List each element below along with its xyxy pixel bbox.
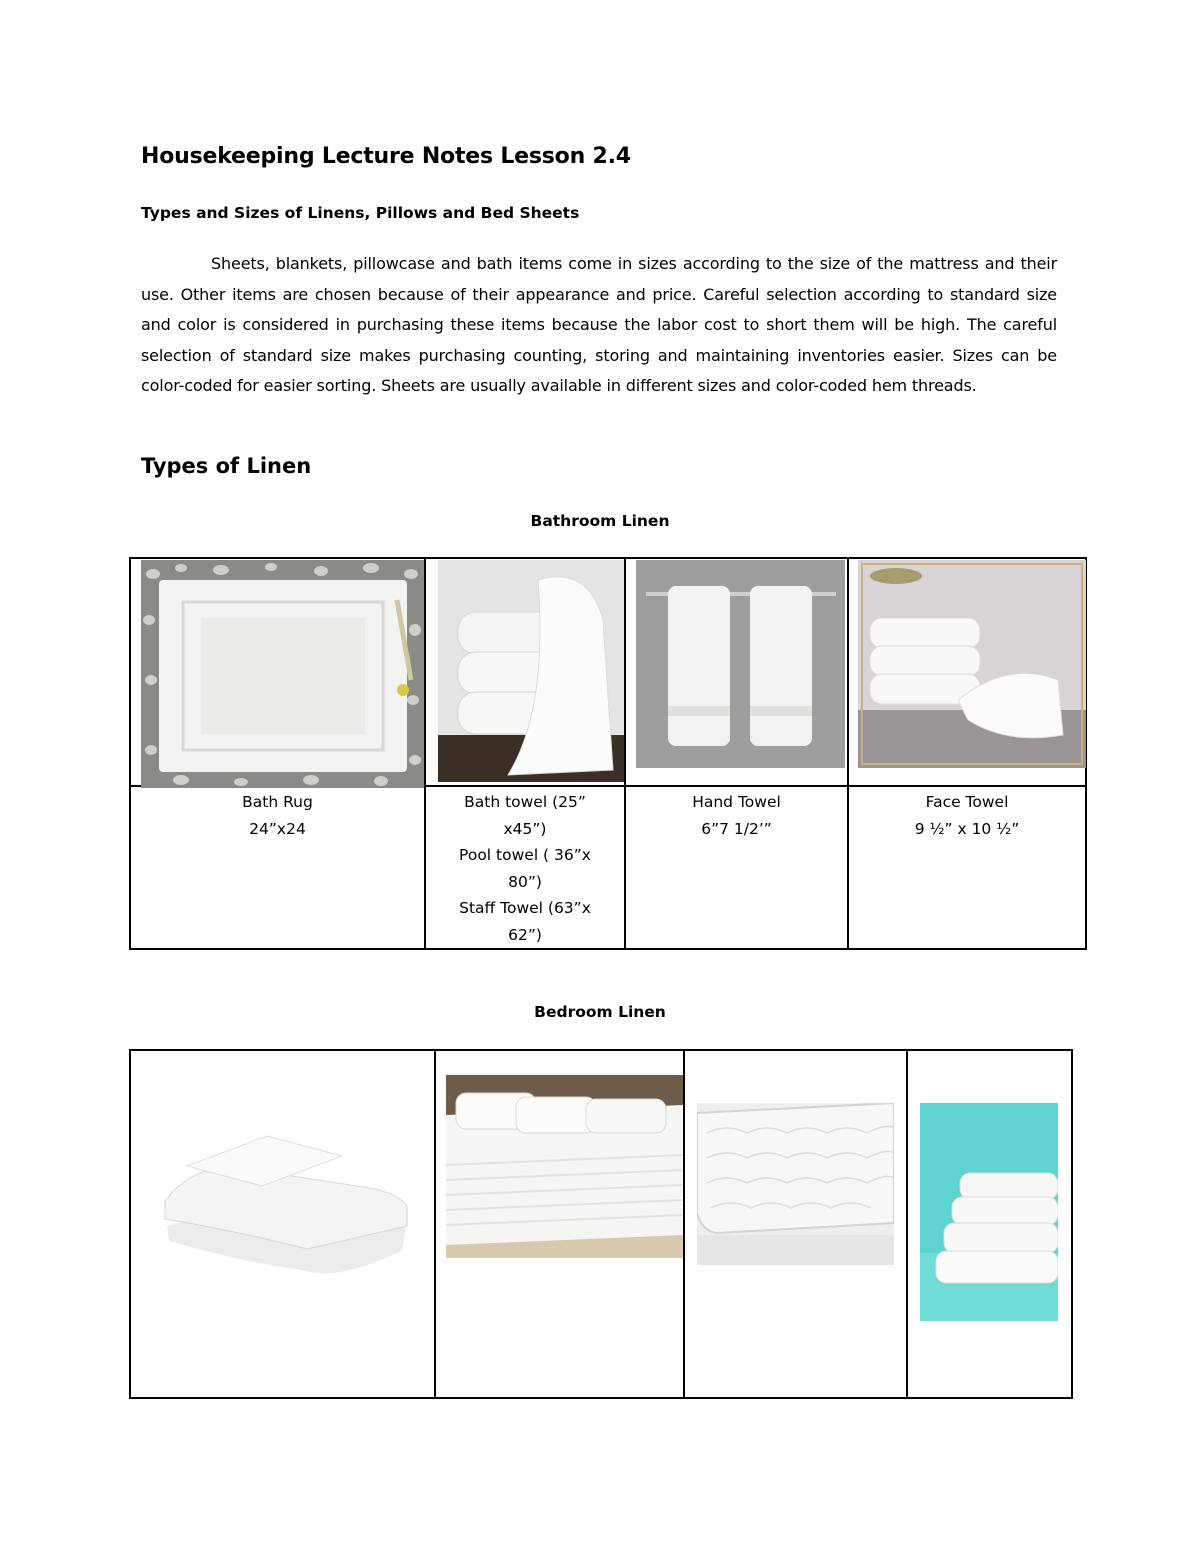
bathroom-image-row xyxy=(130,558,1086,786)
hand-towel-label: Hand Towel xyxy=(692,793,781,811)
folded-sheets-photo xyxy=(920,1103,1058,1321)
bed-linen-cell xyxy=(435,1050,684,1398)
face-towel-info xyxy=(848,786,1086,949)
bath-rug-photo xyxy=(141,560,424,788)
duvet-cell xyxy=(130,1050,435,1398)
hand-towel-info xyxy=(625,786,848,949)
bedroom-linen-table xyxy=(129,1049,1073,1399)
bath-towel-line: Staff Towel (63”x xyxy=(459,899,591,917)
bath-rug-label: Bath Rug xyxy=(242,793,313,811)
bath-towel-line: Pool towel ( 36”x xyxy=(459,846,591,864)
face-towel-cell xyxy=(848,558,1086,786)
hand-towel-photo xyxy=(636,560,845,768)
bathroom-linen-caption: Bathroom Linen xyxy=(530,512,670,530)
section-heading: Types of Linen xyxy=(141,454,312,478)
bath-rug-size: 24”x24 xyxy=(249,819,306,838)
face-towel-label: Face Towel xyxy=(925,793,1009,811)
bath-towel-line: Bath towel (25” xyxy=(464,793,586,811)
bathroom-linen-table xyxy=(129,557,1087,950)
bath-rug-cell xyxy=(130,558,425,786)
bedroom-linen-caption: Bedroom Linen xyxy=(534,1003,666,1021)
face-towel-size: 9 ½” x 10 ½” xyxy=(914,819,1020,838)
mattress-pad-photo xyxy=(697,1103,894,1265)
duvet-photo xyxy=(157,1131,412,1281)
mattress-pad-cell xyxy=(684,1050,907,1398)
bedroom-image-row xyxy=(130,1050,1072,1398)
page-title: Housekeeping Lecture Notes Lesson 2.4 xyxy=(141,144,631,169)
bathroom-text-row xyxy=(130,786,1086,949)
bath-towel-info xyxy=(425,786,625,949)
bath-towel-line: 62”) xyxy=(508,925,542,944)
bath-towel-line: x45”) xyxy=(503,819,547,838)
bed-linen-photo xyxy=(446,1075,683,1258)
bath-towel-photo xyxy=(438,560,624,782)
hand-towel-cell xyxy=(625,558,848,786)
page-subtitle: Types and Sizes of Linens, Pillows and Bed Sheets xyxy=(141,204,580,222)
hand-towel-size: 6”7 1/2’” xyxy=(701,819,772,838)
intro-paragraph: Sheets, blankets, pillowcase and bath items come in sizes according to the size of the mattress and their use. Other items are chosen because of their appearance and price. Careful selection according to standard size and color is considered in purchasing these items because the labor cost to short them will be high. The careful selection of standard size makes purchasing counting, storing and maintaining inventories easier. Sizes can be color-coded for easier sorting. Sheets are usually available in different sizes and color-coded hem threads. xyxy=(141,254,1057,395)
bath-towel-cell xyxy=(425,558,625,786)
face-towel-photo xyxy=(858,560,1086,768)
bath-rug-info xyxy=(130,786,425,949)
folded-sheets-cell xyxy=(907,1050,1072,1398)
bath-towel-line: 80”) xyxy=(508,872,542,891)
